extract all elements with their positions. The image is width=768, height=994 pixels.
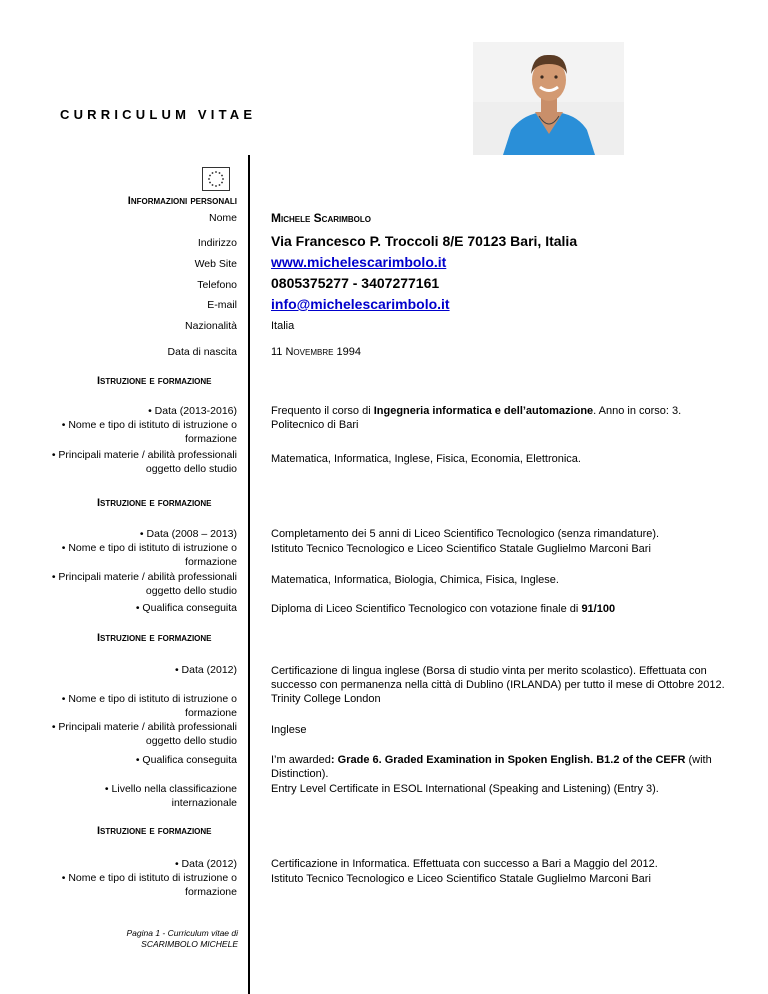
section-title-education-3: Istruzione e formazione [97,632,212,644]
page-number: 1 [155,928,161,938]
page-footer: Pagina 1 - Curriculum vitae di SCARIMBOLO MICHELE [126,928,238,949]
label-email: E-mail [207,299,237,311]
edu1-date-label: • Data (2013-2016) [148,405,237,417]
edu2-qualification-label: • Qualifica conseguita [135,602,237,614]
edu1-institute: Politecnico di Bari [271,419,359,431]
edu1-subjects-label: • Principali materie / abilità professionali oggetto dello studio [51,449,237,475]
edu3-institute: Trinity College London [271,693,381,705]
value-indirizzo: Via Francesco P. Troccoli 8/E 70123 Bari, Italia [271,233,578,249]
label-nazionalita: Nazionalità [185,320,237,332]
edu3-subjects-label: • Principali materie / abilità professionali oggetto dello studio [51,721,237,747]
website-link[interactable]: www.michelescarimbolo.it [271,254,447,270]
edu1-institute-label: • Nome e tipo di istituto di istruzione o formazione [61,419,237,445]
edu3-level: Entry Level Certificate in ESOL International (Speaking and Listening) (Entry 3). [271,783,659,795]
cv-title: CURRICULUM VITAE [60,107,257,122]
section-title-education-4: Istruzione e formazione [97,825,212,837]
value-nome: Michele Scarimbolo [271,211,371,225]
edu2-institute-label: • Nome e tipo di istituto di istruzione o formazione [61,542,237,568]
label-nome: Nome [208,212,237,224]
section-title-education-1: Istruzione e formazione [97,375,212,387]
edu4-institute: Istituto Tecnico Tecnologico e Liceo Scientifico Statale Guglielmo Marconi Bari [271,873,651,885]
profile-photo [473,42,624,155]
edu2-qualification: Diploma di Liceo Scientifico Tecnologico con votazione finale di 91/100 [271,603,616,615]
section-title-personal: Informazioni personali [127,195,237,207]
edu3-institute-label: • Nome e tipo di istituto di istruzione o formazione [61,693,237,719]
label-website: Web Site [194,258,237,270]
edu3-qualification: I’m awarded: Grade 6. Graded Examination in Spoken English. B1.2 of the CEFR (with Distinction). [271,754,712,780]
edu2-date-label: • Data (2008 – 2013) [139,528,237,540]
edu1-course: Frequento il corso di Ingegneria informatica e dell’automazione. Anno in corso: 3. [271,405,682,417]
column-divider [248,155,250,994]
edu2-course: Completamento dei 5 anni di Liceo Scientifico Tecnologico (senza rimandature). [271,528,660,540]
section-title-education-2: Istruzione e formazione [97,497,212,509]
label-telefono: Telefono [197,279,237,291]
edu1-subjects: Matematica, Informatica, Inglese, Fisica, Economia, Elettronica. [271,453,581,465]
edu2-subjects-label: • Principali materie / abilità professionali oggetto dello studio [51,571,237,597]
edu4-institute-label: • Nome e tipo di istituto di istruzione o formazione [61,872,237,898]
edu2-institute: Istituto Tecnico Tecnologico e Liceo Scientifico Statale Guglielmo Marconi Bari [271,543,651,555]
label-indirizzo: Indirizzo [197,237,237,249]
edu4-course: Certificazione in Informatica. Effettuata con successo a Bari a Maggio del 2012. [271,858,658,870]
edu3-level-label: • Livello nella classificazione internazionale [104,783,237,809]
value-nazionalita: Italia [271,320,295,332]
edu3-course: Certificazione di lingua inglese (Borsa di studio vinta per merito scolastico). Effettuata con successo con permanenza nella città di Dublino (IRLANDA) per tutto il mese di Ottobre 2012. [271,665,725,691]
label-data-nascita: Data di nascita [167,346,237,358]
eu-flag-icon [202,167,230,191]
edu3-date-label: • Data (2012) [174,664,237,676]
edu4-date-label: • Data (2012) [174,858,237,870]
edu2-subjects: Matematica, Informatica, Biologia, Chimica, Fisica, Inglese. [271,574,559,586]
edu3-subjects: Inglese [271,724,307,736]
email-link[interactable]: info@michelescarimbolo.it [271,296,450,312]
value-telefono: 0805375277 - 3407277161 [271,275,440,291]
value-data-nascita: 11 Novembre 1994 [271,346,361,358]
edu3-qualification-label: • Qualifica conseguita [135,754,237,766]
